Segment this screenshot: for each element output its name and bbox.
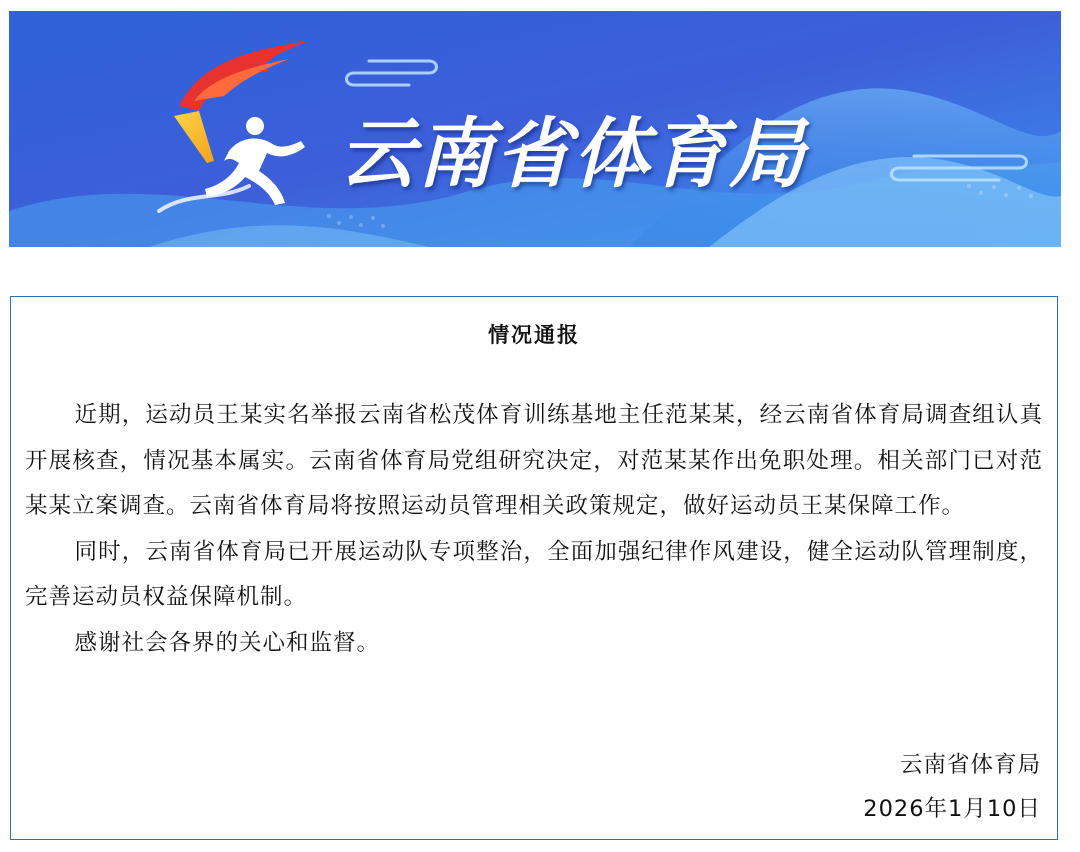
- notice-title: 情况通报: [488, 323, 580, 347]
- notice-paragraph: 同时，云南省体育局已开展运动队专项整治，全面加强纪律作风建设，健全运动队管理制度，完善运动员权益保障机制。: [25, 538, 1043, 610]
- notice-box: [10, 296, 1058, 840]
- header-banner: [9, 11, 1061, 247]
- notice-paragraph: 感谢社会各界的关心和监督。: [74, 629, 381, 656]
- notice-paragraph: 近期，运动员王某实名举报云南省松茂体育训练基地主任范某某，经云南省体育局调查组认真开展核查，情况基本属实。云南省体育局党组研究决定，对范某某作出免职处理。相关部门已对范某某立案调查。云南省体育局将按照运动员管理相关政策规定，做好运动员王某保障工作。: [25, 402, 1043, 519]
- banner-title: 云南省体育局: [339, 109, 807, 198]
- signature-organization: 云南省体育局: [899, 752, 1041, 778]
- signature-date: 2026年1月10日: [863, 796, 1041, 822]
- notice-body: [25, 393, 1043, 666]
